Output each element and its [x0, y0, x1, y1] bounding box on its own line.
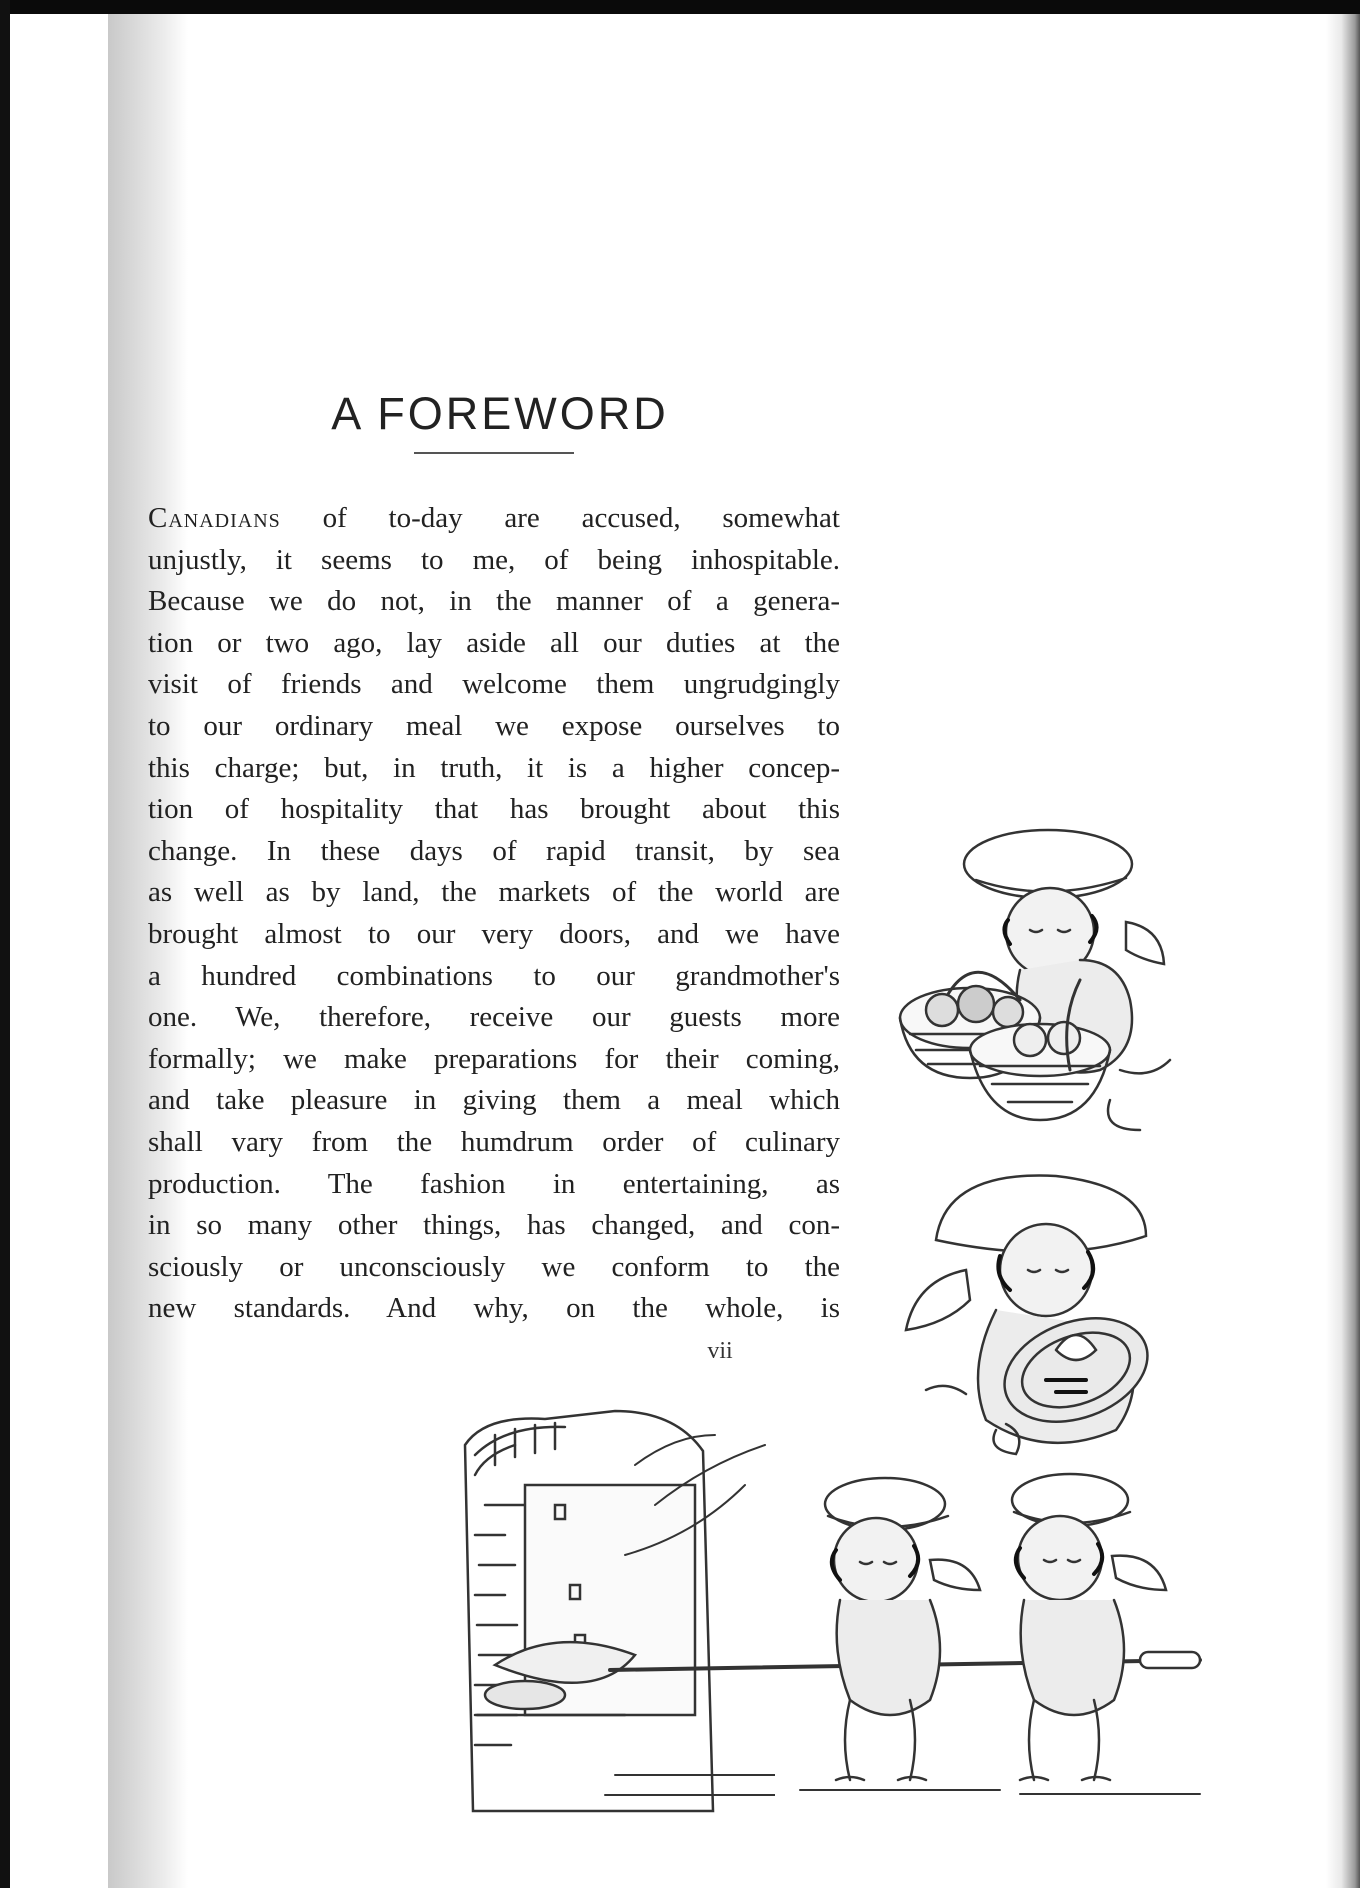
- cherub-baskets-illustration: [880, 820, 1220, 1140]
- text-line: this charge; but, in truth, it is a higher concep-: [148, 751, 840, 784]
- foreword-text: [148, 498, 840, 1330]
- text-line: formally; we make preparations for their coming,: [148, 1042, 840, 1075]
- two-cherubs-peel-illustration: [600, 1460, 1220, 1800]
- text-line: a hundred combinations to our grandmother's: [148, 959, 840, 992]
- text-line: in so many other things, has changed, and con-: [148, 1209, 840, 1242]
- text-line: and take pleasure in giving them a meal which: [148, 1084, 840, 1117]
- title-rule: [414, 452, 574, 454]
- page-number: vii: [707, 1338, 733, 1364]
- text-line: sciously or unconsciously we conform to the: [148, 1250, 840, 1283]
- text-line: change. In these days of rapid transit, by sea: [148, 834, 840, 867]
- text-line: one. We, therefore, receive our guests more: [148, 1001, 840, 1034]
- page-title: A FOREWORD: [331, 388, 669, 440]
- cherub-plate-illustration: [896, 1160, 1196, 1460]
- text-line: production. The fashion in entertaining, as: [148, 1167, 840, 1200]
- text-line: tion or two ago, lay aside all our duties at the: [148, 626, 840, 659]
- text-line: as well as by land, the markets of the world are: [148, 876, 840, 909]
- lead-word: Canadians: [148, 502, 281, 534]
- text-line: visit of friends and welcome them ungrudgingly: [148, 668, 840, 701]
- text-line: shall vary from the humdrum order of culinary: [148, 1125, 840, 1158]
- text-line: to our ordinary meal we expose ourselves to: [148, 709, 840, 742]
- text-line: Because we do not, in the manner of a genera-: [148, 585, 840, 618]
- text-line: tion of hospitality that has brought about this: [148, 793, 840, 826]
- text-line: new standards. And why, on the whole, is: [148, 1292, 840, 1325]
- text-line: Canadians of to-day are accused, somewhat: [148, 502, 840, 534]
- text-line: unjustly, it seems to me, of being inhospitable.: [148, 543, 840, 576]
- text-line: brought almost to our very doors, and we have: [148, 917, 840, 950]
